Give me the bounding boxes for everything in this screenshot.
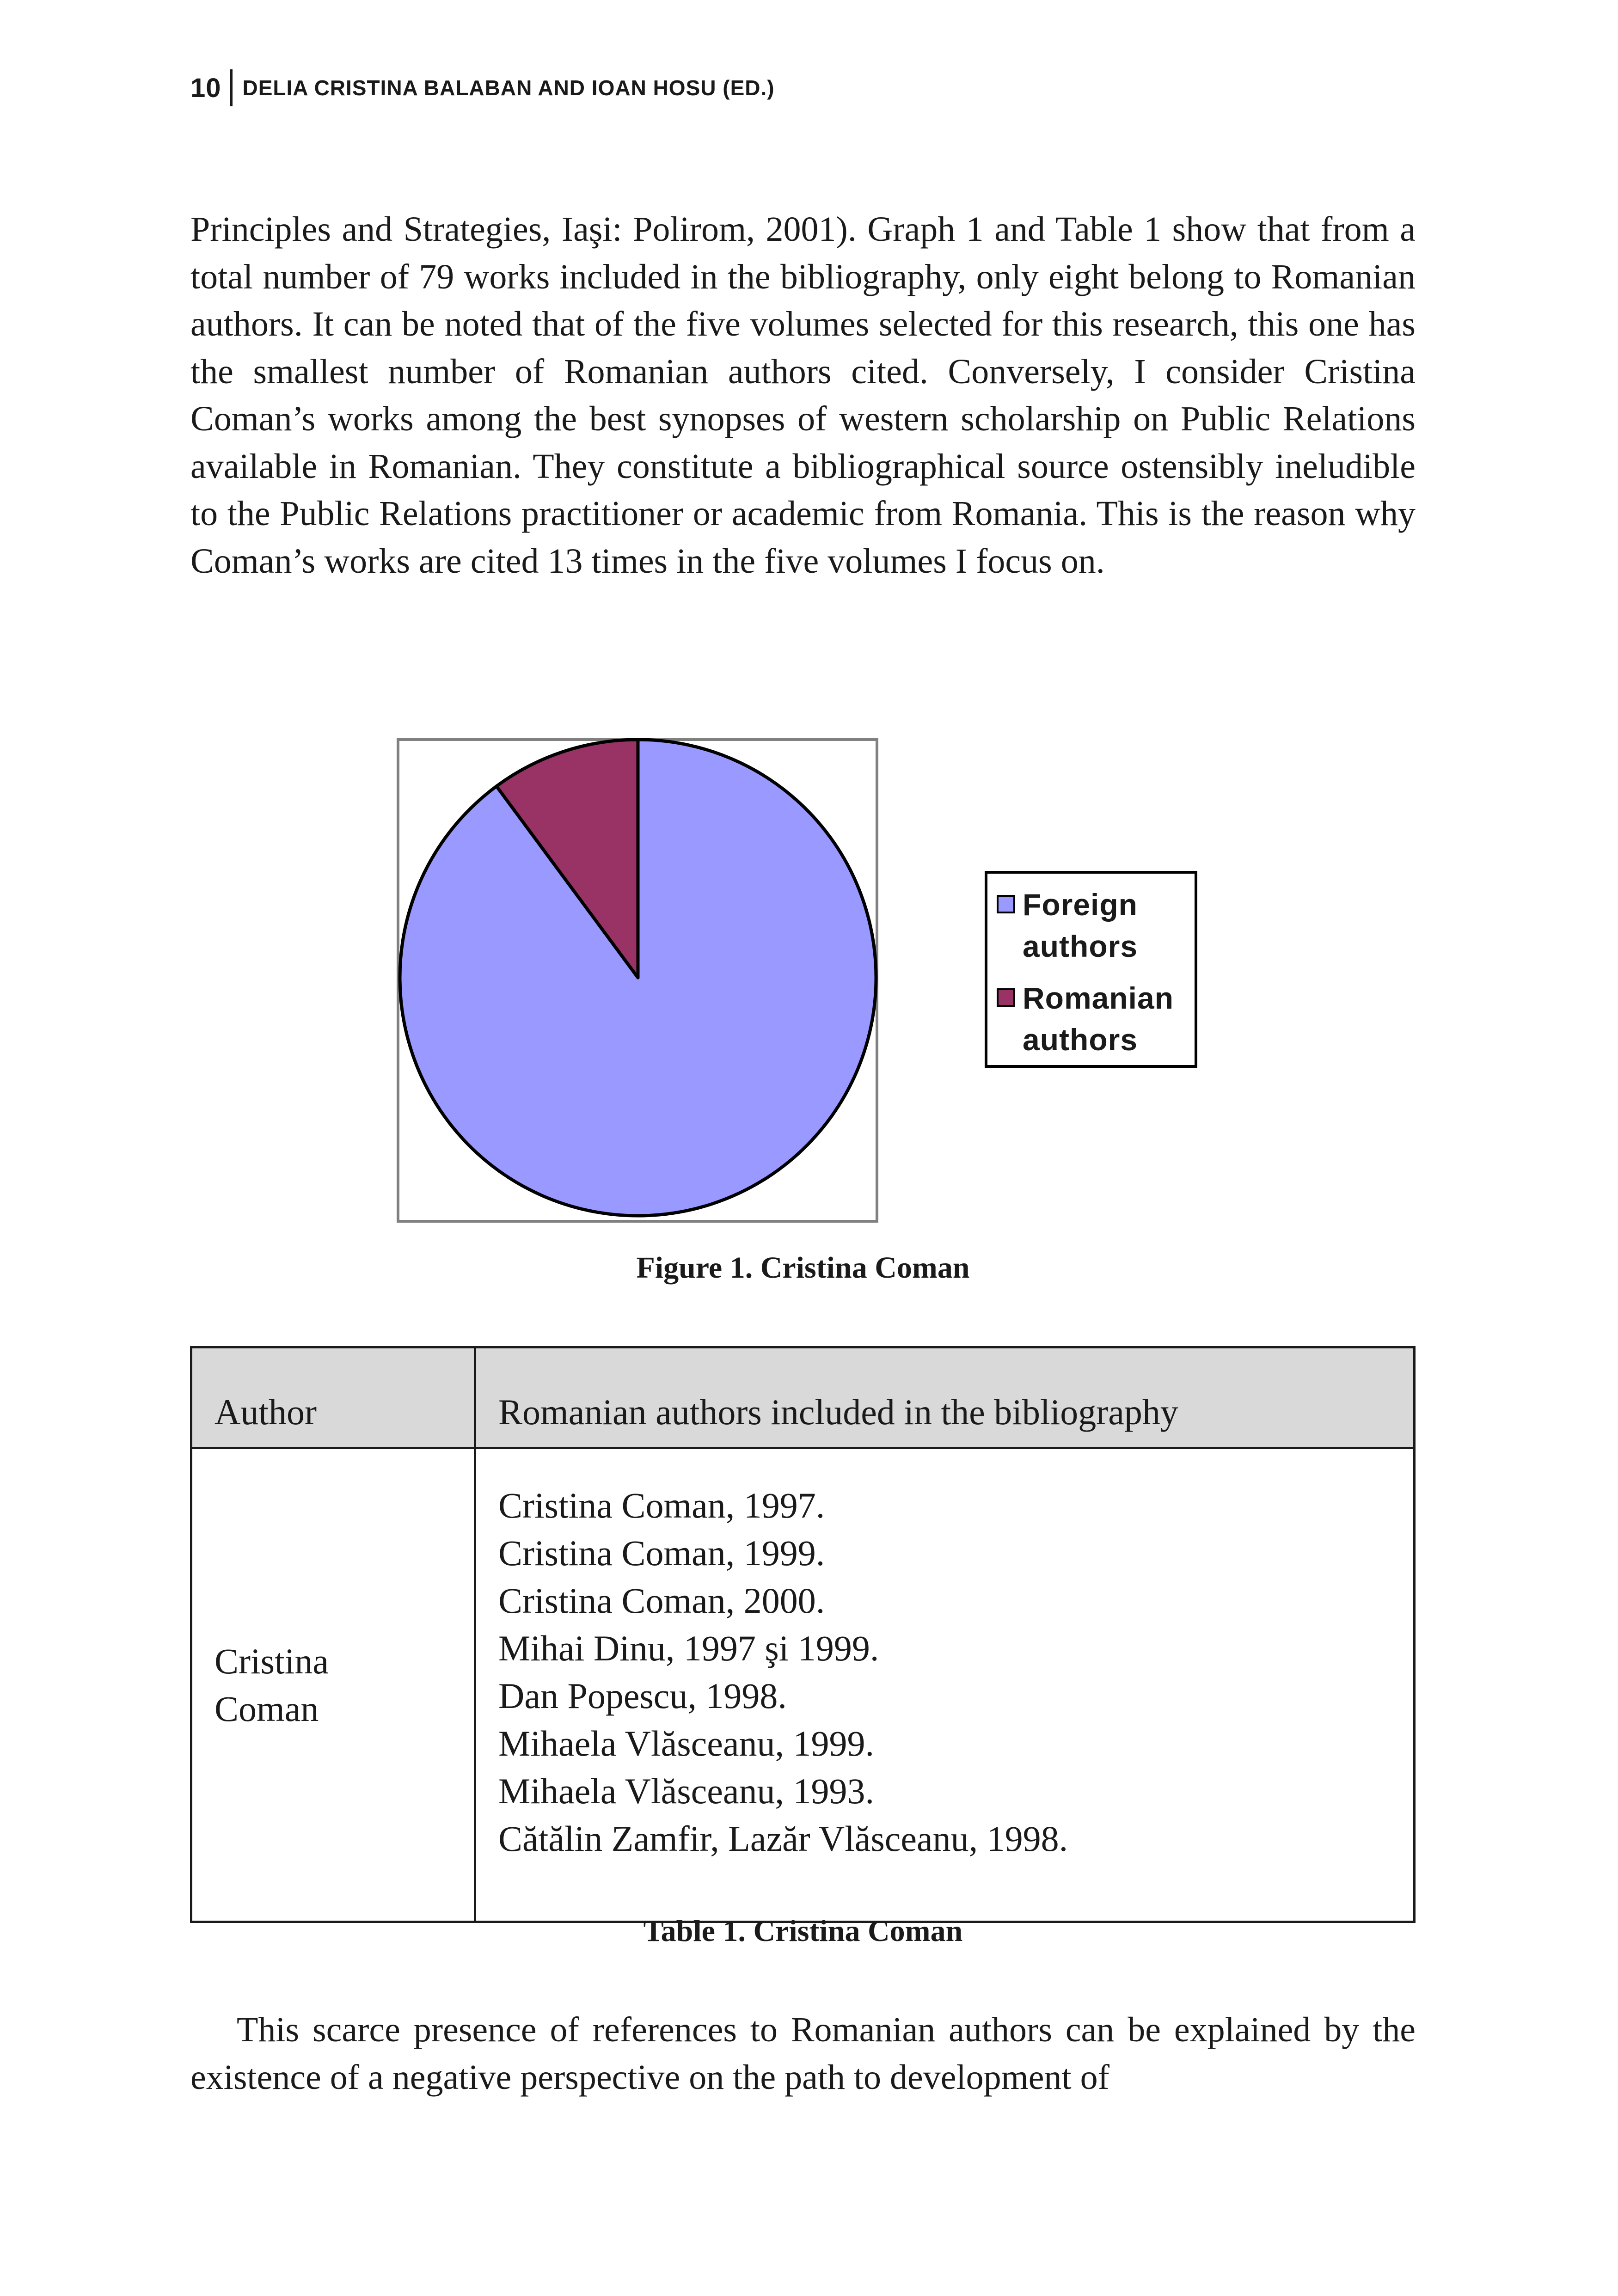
bibliography-entry: Mihaela Vlăsceanu, 1993. [498, 1771, 874, 1811]
bibliography-entry: Cristina Coman, 1999. [498, 1533, 825, 1573]
bibliography-entry: Cătălin Zamfir, Lazăr Vlăsceanu, 1998. [498, 1818, 1068, 1859]
chart-legend [985, 871, 1197, 1068]
running-title: DELIA CRISTINA BALABAN AND IOAN HOSU (ED.) [242, 76, 775, 100]
table-caption: Table 1. Cristina Coman [643, 1914, 963, 1948]
body-paragraph-2: This scarce presence of references to Romanian authors can be explained by the existence of a negative perspective on the path to development of [190, 2010, 1416, 2097]
column-header-author: Author [191, 1347, 475, 1448]
page-header [190, 69, 775, 106]
entries-cell [475, 1448, 1415, 1922]
legend-item-romanian [997, 977, 1195, 1060]
legend-swatch-romanian [997, 988, 1015, 1007]
legend-label-foreign: Foreign authors [1023, 888, 1138, 963]
bibliography-entry: Cristina Coman, 2000. [498, 1580, 825, 1621]
page-number: 10 [190, 73, 221, 103]
bibliography-entry: Cristina Coman, 1997. [498, 1485, 825, 1525]
pie-chart [393, 735, 883, 1225]
body-paragraph-1: Principles and Strategies, Iaşi: Polirom, 2001). Graph 1 and Table 1 show that from a total number of 79 works included in the bibliography, only eight belong to Romanian authors. It can be noted that of the five volumes selected for this research, this one has the smallest number of Romanian authors cited. Conversely, I consider Cristina Coman’s works among the best synopses of western scholarship on Public Relations available in Romanian. They constitute a bibliographical source ostensibly ineludible to the Public Relations practitioner or academic from Romania. This is the reason why Coman’s works are cited 13 times in the five volumes I focus on. [190, 210, 1416, 581]
bibliography-entry: Dan Popescu, 1998. [498, 1676, 787, 1716]
bibliography-entry: Mihaela Vlăsceanu, 1999. [498, 1723, 874, 1763]
author-line: Coman [215, 1689, 319, 1729]
column-header-romanian-authors: Romanian authors included in the bibliography [475, 1347, 1415, 1448]
figure-caption: Figure 1. Cristina Coman [636, 1251, 970, 1285]
legend-swatch-foreign [997, 895, 1015, 913]
author-cell [191, 1448, 475, 1922]
bibliography-table [190, 1346, 1416, 1923]
header-separator [230, 69, 233, 106]
legend-item-foreign [997, 884, 1195, 967]
legend-label-romanian: Romanian authors [1023, 981, 1174, 1057]
table-header-row [191, 1347, 1415, 1448]
author-line: Cristina [215, 1641, 329, 1681]
table-row [191, 1448, 1415, 1922]
bibliography-entry: Mihai Dinu, 1997 şi 1999. [498, 1628, 879, 1668]
